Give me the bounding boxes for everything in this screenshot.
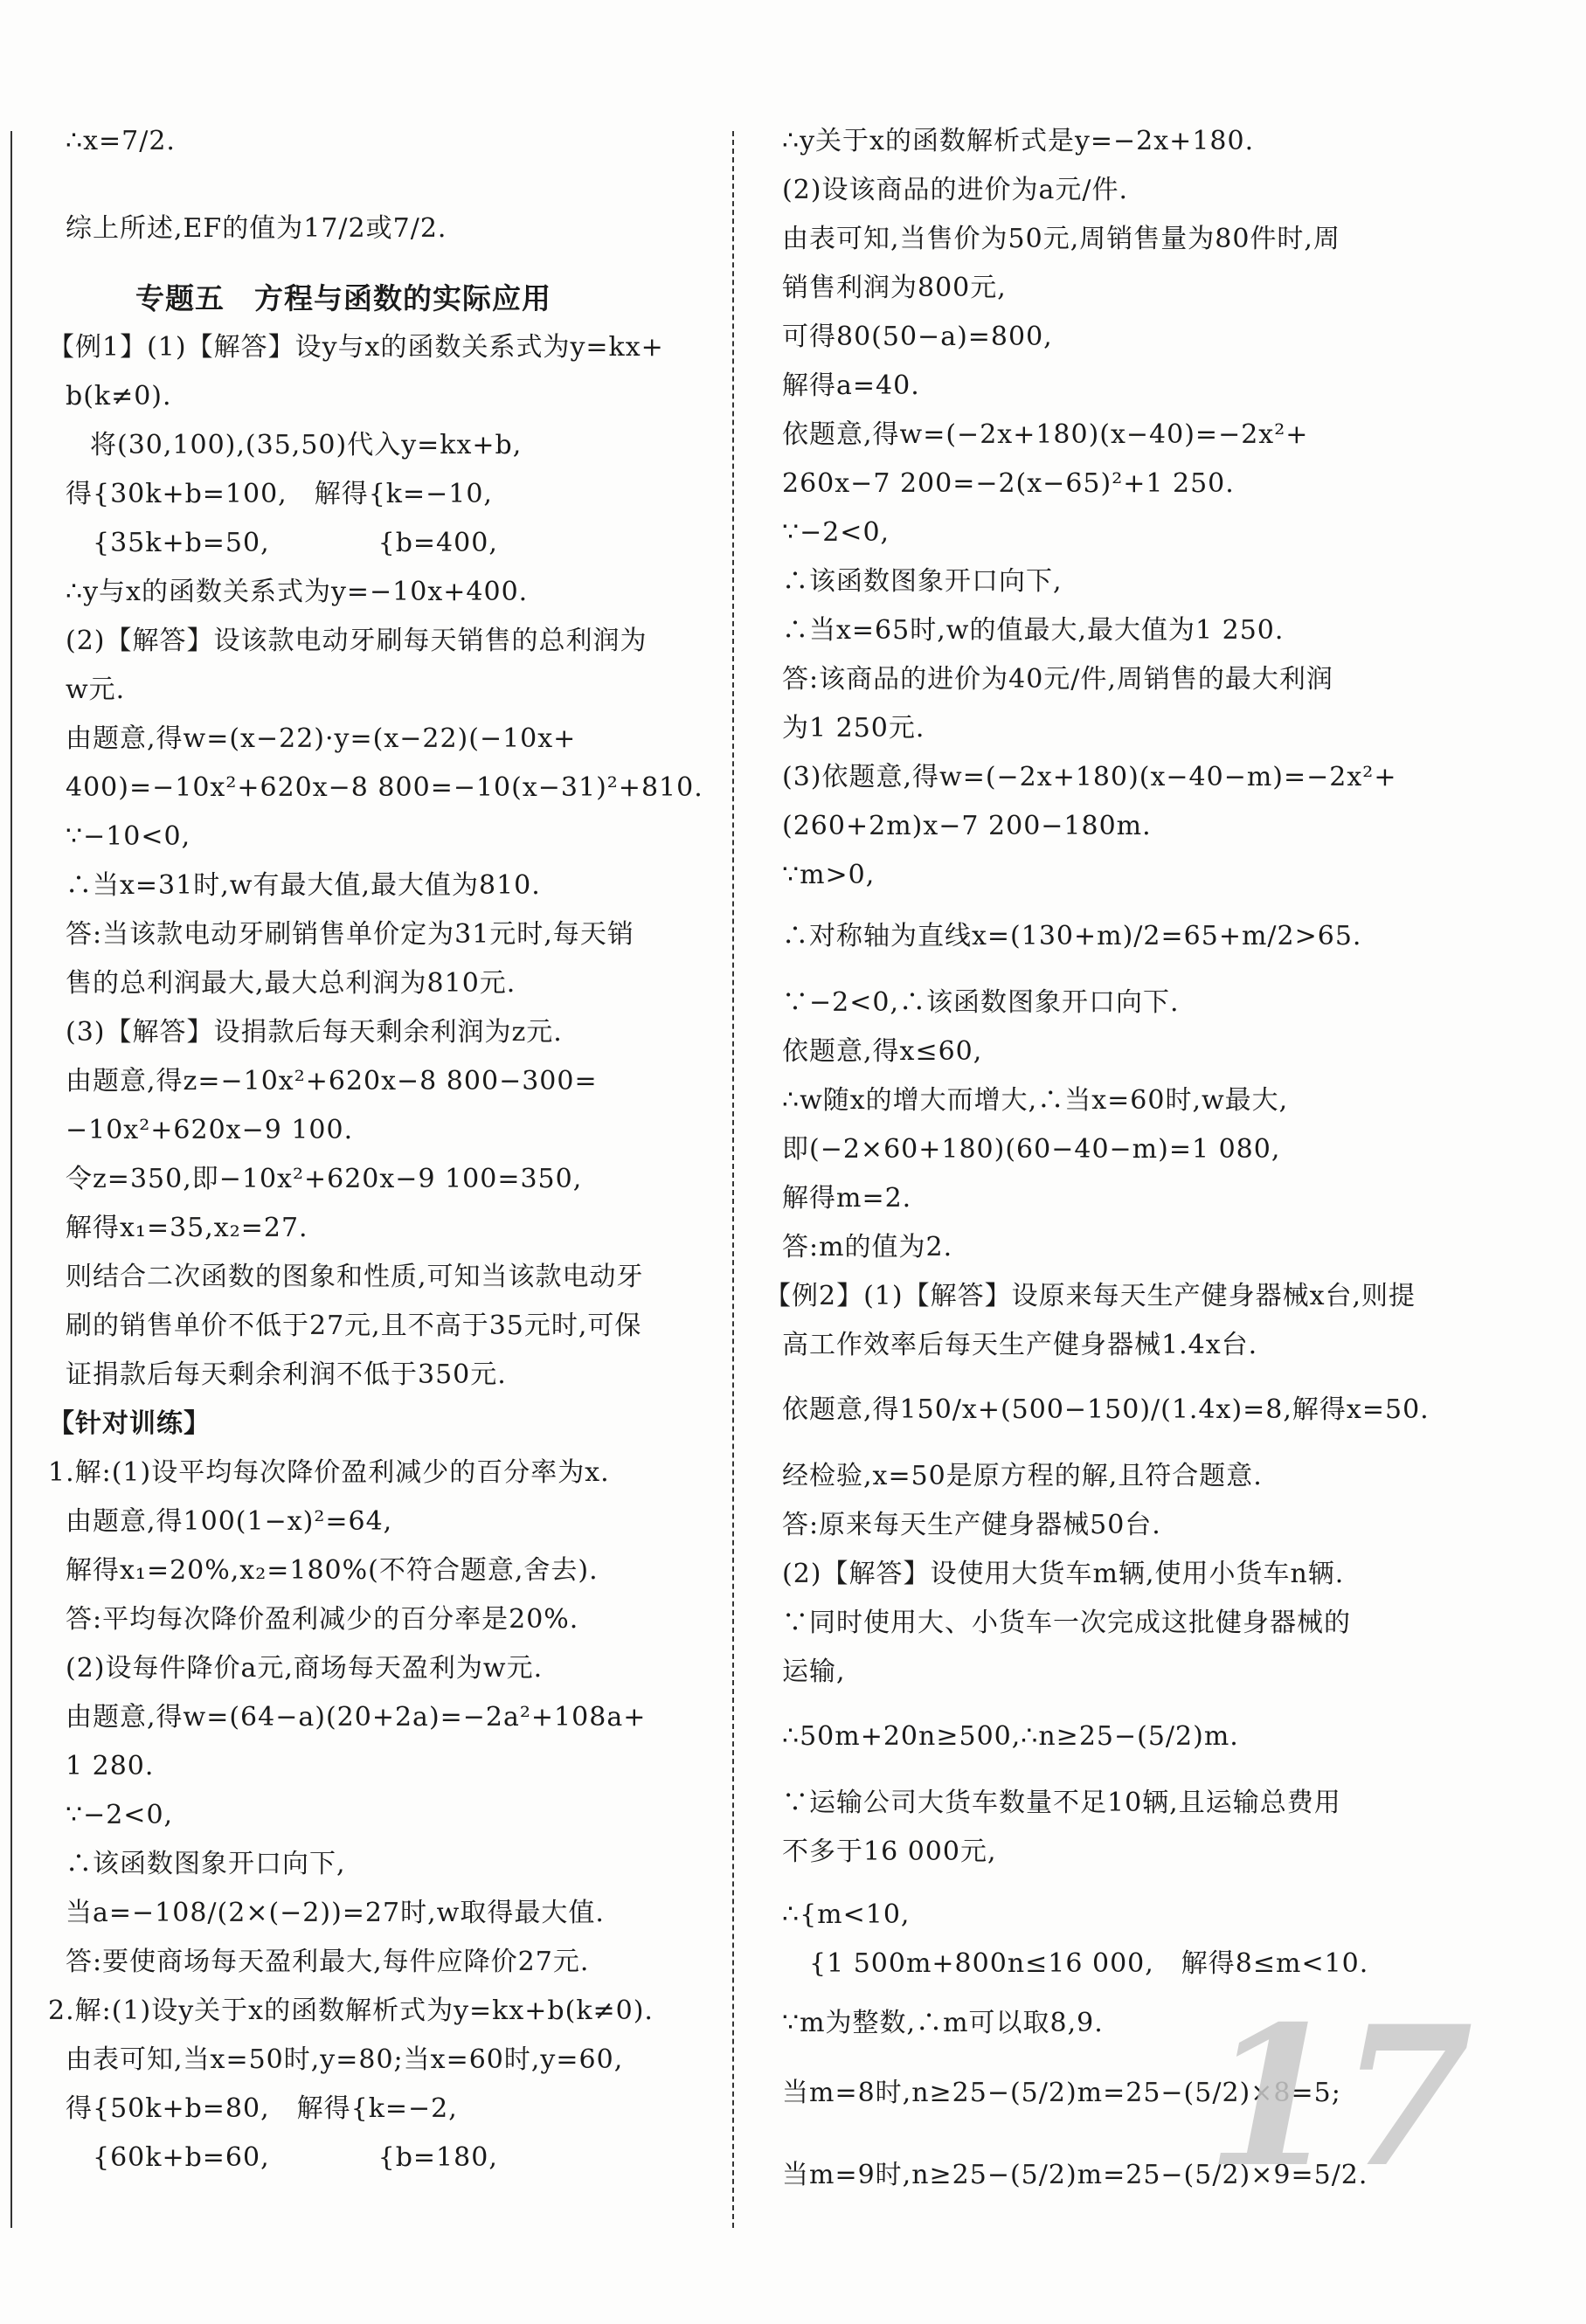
text-line: 证捐款后每天剩余利润不低于350元. — [66, 1359, 507, 1390]
text-line: 1.解:(1)设平均每次降价盈利减少的百分率为x. — [48, 1457, 610, 1488]
text-line: ∵m为整数,∴m可以取8,9. — [782, 2008, 1104, 2038]
inequality-system-line: ∴{m<10, — [782, 1899, 911, 1930]
text-line: 即(−2×60+180)(60−40−m)=1 080, — [782, 1134, 1281, 1165]
equation-system-line: 得{50k+b=80, 解得{k=−2, — [66, 2093, 458, 2124]
text-line: 2.解:(1)设y关于x的函数解析式为y=kx+b(k≠0). — [48, 1995, 654, 2026]
text-line: (2)设每件降价a元,商场每天盈利为w元. — [66, 1653, 544, 1684]
text-line: 售的总利润最大,最大总利润为810元. — [66, 968, 516, 999]
text-line: 由题意,得z=−10x²+620x−8 800−300= — [66, 1066, 598, 1096]
text-line: 答:该商品的进价为40元/件,周销售的最大利润 — [782, 664, 1333, 695]
text-line: ∴该函数图象开口向下, — [66, 1849, 346, 1879]
text-line: 由表可知,当x=50时,y=80;当x=60时,y=60, — [66, 2044, 624, 2075]
subsection-label: 【针对训练】 — [48, 1408, 211, 1439]
text-line: b(k≠0). — [66, 381, 172, 412]
text-line: 运输, — [782, 1657, 846, 1687]
text-line: (3)【解答】设捐款后每天剩余利润为z元. — [66, 1017, 563, 1048]
text-line: ∵−10<0, — [66, 821, 191, 852]
text-line: 由题意,得w=(x−22)·y=(x−22)(−10x+ — [66, 723, 577, 754]
text-line: 解得m=2. — [782, 1183, 912, 1214]
text-line: ∴对称轴为直线x=(130+m)/2=65+m/2>65. — [782, 921, 1362, 951]
inequality-system-line: {1 500m+800n≤16 000, 解得8≤m<10. — [782, 1948, 1369, 1979]
text-line: 刷的销售单价不低于27元,且不高于35元时,可保 — [66, 1311, 642, 1341]
text-line: 由题意,得100(1−x)²=64, — [66, 1506, 393, 1537]
text-line: ∵运输公司大货车数量不足10辆,且运输总费用 — [782, 1788, 1341, 1818]
text-line: 答:要使商场每天盈利最大,每件应降价27元. — [66, 1947, 590, 1977]
text-line: ∴当x=65时,w的值最大,最大值为1 250. — [782, 615, 1285, 646]
text-line: 【例1】(1)【解答】设y与x的函数关系式为y=kx+ — [48, 332, 664, 363]
text-line: 高工作效率后每天生产健身器械1.4x台. — [782, 1330, 1258, 1360]
text-line: 400)=−10x²+620x−8 800=−10(x−31)²+810. — [66, 772, 703, 803]
text-line: ∵同时使用大、小货车一次完成这批健身器械的 — [782, 1608, 1351, 1638]
text-line: 答:原来每天生产健身器械50台. — [782, 1510, 1161, 1540]
equation-system-line: 得{30k+b=100, 解得{k=−10, — [66, 479, 493, 509]
text-line: 经检验,x=50是原方程的解,且符合题意. — [782, 1461, 1263, 1491]
text-line: (3)依题意,得w=(−2x+180)(x−40−m)=−2x²+ — [782, 762, 1397, 792]
text-line: −10x²+620x−9 100. — [66, 1115, 354, 1145]
text-line: 依题意,得150/x+(500−150)/(1.4x)=8,解得x=50. — [782, 1394, 1430, 1425]
text-line: 当m=9时,n≥25−(5/2)m=25−(5/2)×9=5/2. — [782, 2160, 1368, 2190]
section-heading: 专题五 方程与函数的实际应用 — [135, 281, 551, 315]
text-line: 可得80(50−a)=800, — [782, 322, 1053, 352]
text-line: (2)【解答】设该款电动牙刷每天销售的总利润为 — [66, 626, 648, 656]
text-line: ∵−2<0, — [782, 517, 890, 548]
text-line: 260x−7 200=−2(x−65)²+1 250. — [782, 468, 1235, 499]
text-line: ∴该函数图象开口向下, — [782, 566, 1063, 597]
text-line: ∵−2<0,∴该函数图象开口向下. — [782, 987, 1180, 1018]
text-line: (260+2m)x−7 200−180m. — [782, 811, 1152, 841]
equation-system-line: {60k+b=60, {b=180, — [66, 2142, 498, 2173]
column-divider — [732, 131, 734, 2228]
text-line: 为1 250元. — [782, 713, 925, 744]
text-line: 依题意,得w=(−2x+180)(x−40)=−2x²+ — [782, 419, 1309, 450]
text-line: 解得x₁=20%,x₂=180%(不符合题意,舍去). — [66, 1555, 599, 1586]
text-line: ∴y关于x的函数解析式是y=−2x+180. — [782, 126, 1255, 156]
text-line: ∵−2<0, — [66, 1800, 174, 1830]
text-line: 答:m的值为2. — [782, 1232, 953, 1262]
text-line: 1 280. — [66, 1751, 155, 1781]
text-line: 【例2】(1)【解答】设原来每天生产健身器械x台,则提 — [765, 1281, 1416, 1311]
text-line: w元. — [66, 674, 126, 705]
text-line: (2)设该商品的进价为a元/件. — [782, 175, 1129, 205]
text-line: 解得x₁=35,x₂=27. — [66, 1213, 308, 1243]
text-line: ∵m>0, — [782, 860, 876, 890]
text-line: 当a=−108/(2×(−2))=27时,w取得最大值. — [66, 1898, 605, 1928]
text-line: ∴当x=31时,w有最大值,最大值为810. — [66, 870, 541, 901]
text-line: 综上所述,EF的值为17/2或7/2. — [66, 213, 447, 244]
text-line: 将(30,100),(35,50)代入y=kx+b, — [90, 430, 523, 460]
text-line: 解得a=40. — [782, 370, 920, 401]
text-line: ∴50m+20n≥500,∴n≥25−(5/2)m. — [782, 1721, 1239, 1752]
left-margin-rule — [10, 131, 12, 2228]
text-line: 答:平均每次降价盈利减少的百分率是20%. — [66, 1604, 579, 1635]
text-line: (2)【解答】设使用大货车m辆,使用小货车n辆. — [782, 1559, 1345, 1589]
page-number: 17 — [1206, 1983, 1474, 2210]
text-line: 依题意,得x≤60, — [782, 1036, 983, 1067]
text-line: 答:当该款电动牙刷销售单价定为31元时,每天销 — [66, 919, 634, 950]
equation-system-line: {35k+b=50, {b=400, — [66, 528, 498, 558]
text-line: 则结合二次函数的图象和性质,可知当该款电动牙 — [66, 1262, 644, 1292]
text-line: 当m=8时,n≥25−(5/2)m=25−(5/2)×8=5; — [782, 2078, 1341, 2108]
text-line: 由表可知,当售价为50元,周销售量为80件时,周 — [782, 224, 1340, 254]
text-line: 令z=350,即−10x²+620x−9 100=350, — [66, 1164, 583, 1194]
text-line: 销售利润为800元, — [782, 273, 1007, 303]
text-line: ∴x=7/2. — [66, 126, 176, 156]
text-line: 不多于16 000元, — [782, 1836, 997, 1867]
text-line: ∴w随x的增大而增大,∴当x=60时,w最大, — [782, 1085, 1289, 1116]
text-line: ∴y与x的函数关系式为y=−10x+400. — [66, 577, 529, 607]
text-line: 由题意,得w=(64−a)(20+2a)=−2a²+108a+ — [66, 1702, 647, 1733]
